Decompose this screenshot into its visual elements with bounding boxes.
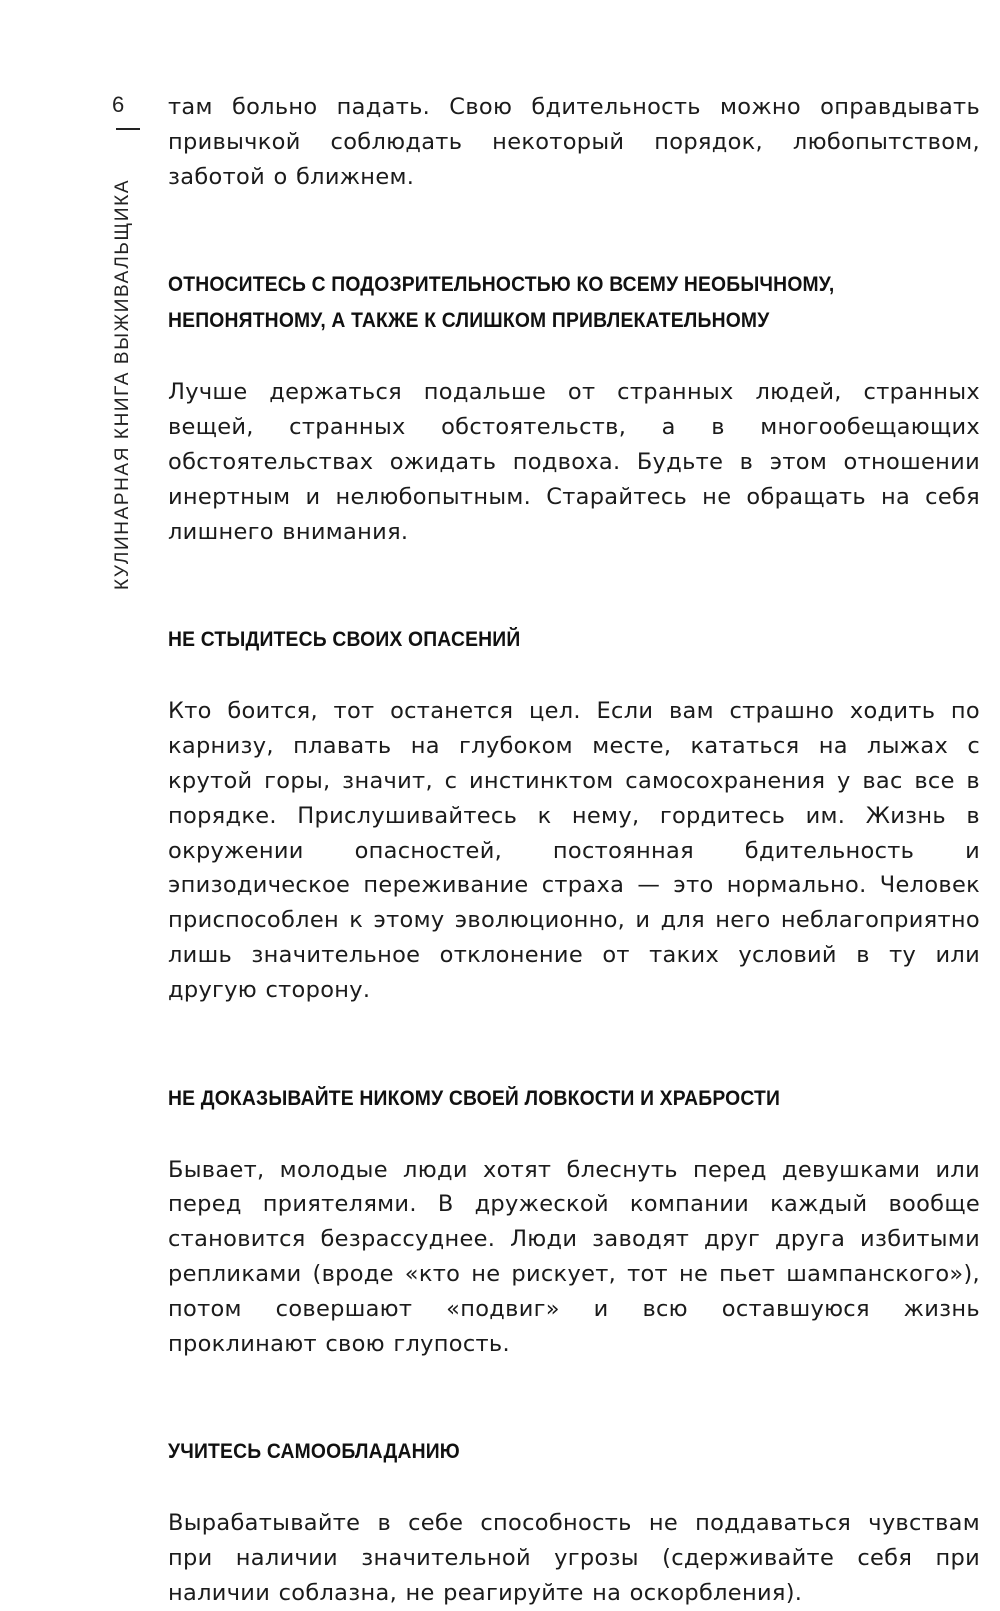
section-heading-self-control: УЧИТЕСЬ САМООБЛАДАНИЮ xyxy=(168,1440,460,1464)
section-gap xyxy=(168,1117,980,1153)
section-gap xyxy=(168,339,980,375)
paragraph-suspicion: Лучше держаться подальше от странных людей, странных вещей, странных обстоятельств, а в многообещающих обстоятельствах ожидать подвоха. Будьте в этом отношении инертным и нелюбопытным. Старайтесь не обращать на себя лишнего внимания. xyxy=(168,379,980,545)
paragraph-continuation: там больно падать. Свою бдительность можно оправдывать привычкой соблюдать некоторый порядок, любопытством, заботой о ближнем. xyxy=(168,94,980,190)
section-heading-bravery: НЕ ДОКАЗЫВАЙТЕ НИКОМУ СВОЕЙ ЛОВКОСТИ И ХРАБРОСТИ xyxy=(168,1086,781,1110)
section-heading-suspicion: ОТНОСИТЕСЬ С ПОДОЗРИТЕЛЬНОСТЬЮ КО ВСЕМУ НЕОБЫЧНОМУ, НЕПОНЯТНОМУ, А ТАКЖЕ К СЛИШКОМ ПРИВЛЕКАТЕЛЬНОМУ xyxy=(168,273,835,333)
section-gap xyxy=(168,658,980,694)
running-title: КУЛИНАРНАЯ КНИГА ВЫЖИВАЛЬЩИКА xyxy=(112,178,133,590)
page-number: 6 xyxy=(112,92,125,117)
paragraph-fears: Кто боится, тот останется цел. Если вам страшно ходить по карнизу, плавать на глубоком месте, кататься на лыжах с крутой горы, значит, с инстинктом самосохранения у вас все в порядке. Прислушивайтесь к нему, гордитесь им. Жизнь в окружении опасностей, постоянная бдительность и эпизодическое переживание страха — это нормально. Человек приспособлен к этому эволюционно, и для него неблагоприятно лишь значительное отклонение от таких условий в ту или другую сторону. xyxy=(168,698,980,1003)
section-heading-fears: НЕ СТЫДИТЕСЬ СВОИХ ОПАСЕНИЙ xyxy=(168,628,521,652)
paragraph-bravery: Бывает, молодые люди хотят блеснуть перед девушками или перед приятелями. В дружеской компании каждый вообще становится безрассуднее. Люди заводят друг друга избитыми репликами (вроде «кто не рискует, тот не пьет шампанского»), потом совершают «подвиг» и всю оставшуюся жизнь проклинают свою глупость. xyxy=(168,1156,980,1357)
paragraph-self-control: Вырабатывайте в себе способность не поддаваться чувствам при наличии значительной угрозы (сдерживайте себя при наличии соблазна, не реагируйте на оскорбления). xyxy=(168,1510,980,1606)
section-gap xyxy=(168,1470,980,1506)
page-number-rule xyxy=(116,128,140,130)
section-gap xyxy=(168,549,980,622)
section-gap xyxy=(168,1361,980,1434)
section-gap xyxy=(168,1008,980,1081)
text-column xyxy=(168,90,980,1611)
section-gap xyxy=(168,194,980,267)
